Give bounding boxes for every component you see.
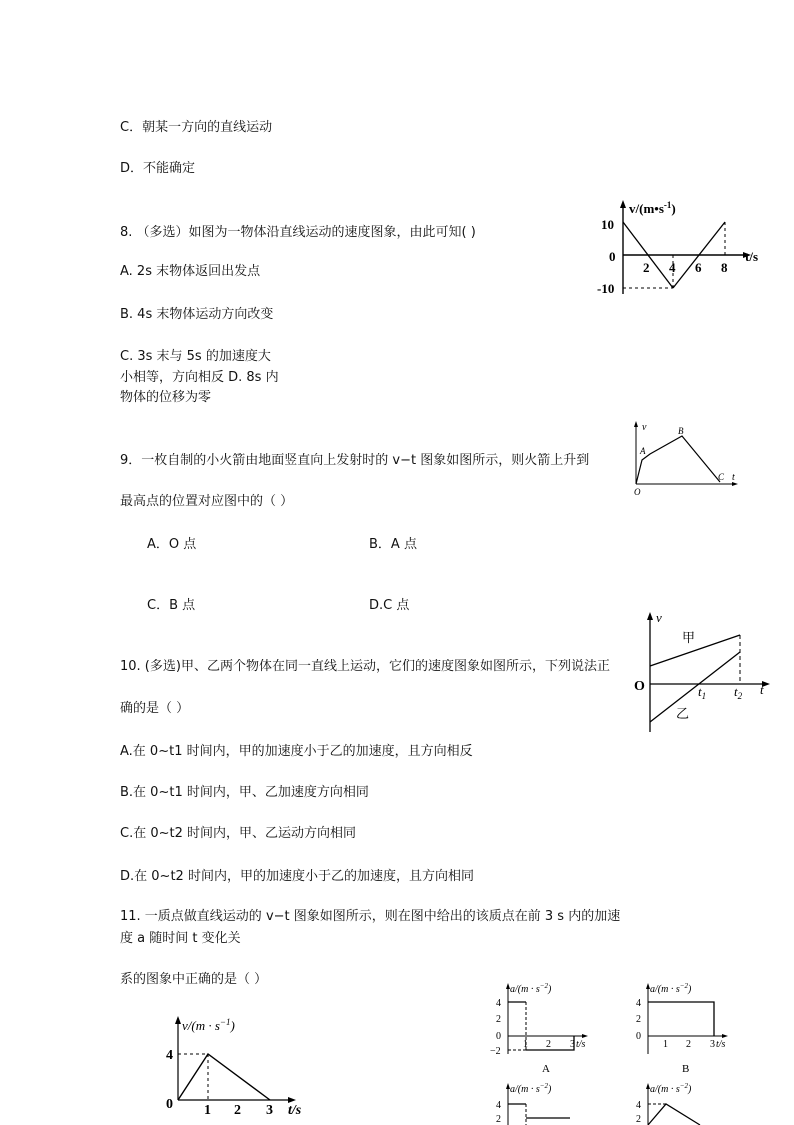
q11-option-a-graph (490, 980, 600, 1075)
q9-option-d: D.C 点 (369, 598, 410, 613)
q8-x-tick-4: 4 (669, 260, 676, 275)
svg-text:a/(m · s−2): $a/(m \cdot s^{-2})$ (510, 982, 552, 995)
q10-stem-line2: 确的是（ ） (120, 701, 190, 716)
svg-text:a/(m · s−2): $a/(m \cdot s^{-2})$ (650, 982, 692, 995)
svg-text:t2: $t_2$ (734, 684, 743, 701)
svg-text:t: t (732, 472, 735, 483)
svg-text:2: 2 (686, 1039, 691, 1050)
svg-text:4: 4 (496, 1100, 501, 1111)
q8-velocity-graph (595, 198, 775, 298)
svg-text:t/s: t/s (576, 1039, 586, 1050)
q8-option-b: B. 4s 末物体运动方向改变 (120, 307, 274, 322)
svg-text:−2: −2 (490, 1046, 501, 1057)
q11-vt-graph (162, 1016, 312, 1116)
svg-text:t1: $t_1$ (698, 684, 707, 701)
q11-option-b-graph (630, 980, 740, 1075)
svg-text:1: 1 (204, 1103, 211, 1118)
svg-text:4: 4 (636, 1100, 641, 1111)
svg-text:2: 2 (234, 1103, 241, 1118)
q11-option-c-graph (490, 1080, 600, 1125)
q8-y-tick-0: 0 (609, 249, 616, 264)
svg-text:4: 4 (166, 1048, 173, 1063)
q11-option-b-label: B (682, 1063, 690, 1075)
svg-text:1: 1 (523, 1039, 528, 1050)
svg-text:A: A (640, 446, 646, 456)
svg-text:t/s: t/s (716, 1039, 726, 1050)
q8-option-cd-line1: C. 3s 末与 5s 的加速度大 (120, 349, 271, 364)
q8-option-a: A. 2s 末物体返回出发点 (120, 264, 261, 279)
q8-x-tick-2: 2 (643, 260, 650, 275)
q7-option-d: D．不能确定 (120, 161, 196, 176)
q8-y-tick-10: 10 (601, 217, 614, 232)
svg-text:t: t (760, 682, 764, 697)
svg-text:C: C (718, 472, 725, 482)
q10-stem-line1: 10. (多选)甲、乙两个物体在同一直线上运动，它们的速度图象如图所示，下列说法正 (120, 659, 610, 674)
svg-text:B: B (678, 426, 684, 436)
svg-text:0: 0 (496, 1031, 501, 1042)
svg-text:t/s: t/s (288, 1103, 302, 1118)
q9-option-a: A．O 点 (147, 537, 197, 552)
svg-text:v: v (656, 610, 662, 625)
q9-stem-line1: 9．一枚自制的小火箭由地面竖直向上发射时的 v−t 图象如图所示，则火箭上升到 (120, 453, 590, 468)
svg-text:a/(m · s−2): $a/(m \cdot s^{-2})$ (650, 1082, 692, 1095)
q8-option-cd-line3: 物体的位移为零 (120, 390, 212, 405)
q11-stem-line3: 系的图象中正确的是（ ） (120, 972, 268, 987)
svg-text:4: 4 (636, 998, 641, 1009)
svg-text:a/(m · s−2): $a/(m \cdot s^{-2})$ (510, 1082, 552, 1095)
q11-option-a-label: A (542, 1063, 550, 1075)
q9-stem-line2: 最高点的位置对应图中的（ ） (120, 494, 294, 509)
svg-text:2: 2 (546, 1039, 551, 1050)
q11-stem-line2: 度 a 随时间 t 变化关 (120, 931, 241, 946)
svg-text:O: O (634, 679, 645, 694)
svg-text:v/(m · s−1): $v/(m \cdot s^{-1})$ (182, 1017, 235, 1033)
q10-option-a: A.在 0~t1 时间内，甲的加速度小于乙的加速度，且方向相反 (120, 744, 473, 759)
q9-vt-graph (628, 418, 743, 498)
q8-y-axis-label: $v/(m•s^{-1})$ (629, 200, 676, 216)
q11-option-d-graph (630, 1080, 740, 1125)
q11-stem-line1: 11. 一质点做直线运动的 v−t 图象如图所示，则在图中给出的该质点在前 3 s 内的加速 (120, 909, 621, 924)
q8-x-tick-8: 8 (721, 260, 728, 275)
q7-option-c: C．朝某一方向的直线运动 (120, 120, 273, 135)
q9-option-c: C．B 点 (147, 598, 196, 613)
q10-option-b: B.在 0~t1 时间内，甲、乙加速度方向相同 (120, 785, 369, 800)
svg-text:2: 2 (636, 1114, 641, 1125)
svg-text:3: 3 (266, 1103, 273, 1118)
q8-option-cd-line2: 小相等，方向相反 D. 8s 内 (120, 370, 279, 385)
q10-option-d: D.在 0~t2 时间内，甲的加速度小于乙的加速度，且方向相同 (120, 869, 474, 884)
q8-x-tick-6: 6 (695, 260, 702, 275)
svg-text:2: 2 (496, 1014, 501, 1025)
svg-text:乙: 乙 (676, 706, 690, 721)
svg-text:2: 2 (496, 1114, 501, 1125)
svg-text:3: 3 (570, 1039, 575, 1050)
svg-text:4: 4 (496, 998, 501, 1009)
svg-text:1: 1 (663, 1039, 668, 1050)
svg-text:O: O (634, 487, 641, 497)
q10-vt-graph (632, 608, 777, 733)
svg-text:甲: 甲 (682, 630, 696, 645)
q9-option-b: B．A 点 (369, 537, 417, 552)
svg-text:0: 0 (166, 1097, 173, 1112)
svg-text:v: v (642, 422, 647, 433)
svg-text:2: 2 (636, 1014, 641, 1025)
q8-x-axis-label: t/s (745, 249, 758, 264)
svg-text:0: 0 (636, 1031, 641, 1042)
q8-y-tick-minus10: -10 (597, 281, 615, 296)
q8-stem: 8. （多选）如图为一物体沿直线运动的速度图象，由此可知( ) (120, 225, 476, 240)
q10-option-c: C.在 0~t2 时间内，甲、乙运动方向相同 (120, 826, 357, 841)
svg-text:3: 3 (710, 1039, 715, 1050)
